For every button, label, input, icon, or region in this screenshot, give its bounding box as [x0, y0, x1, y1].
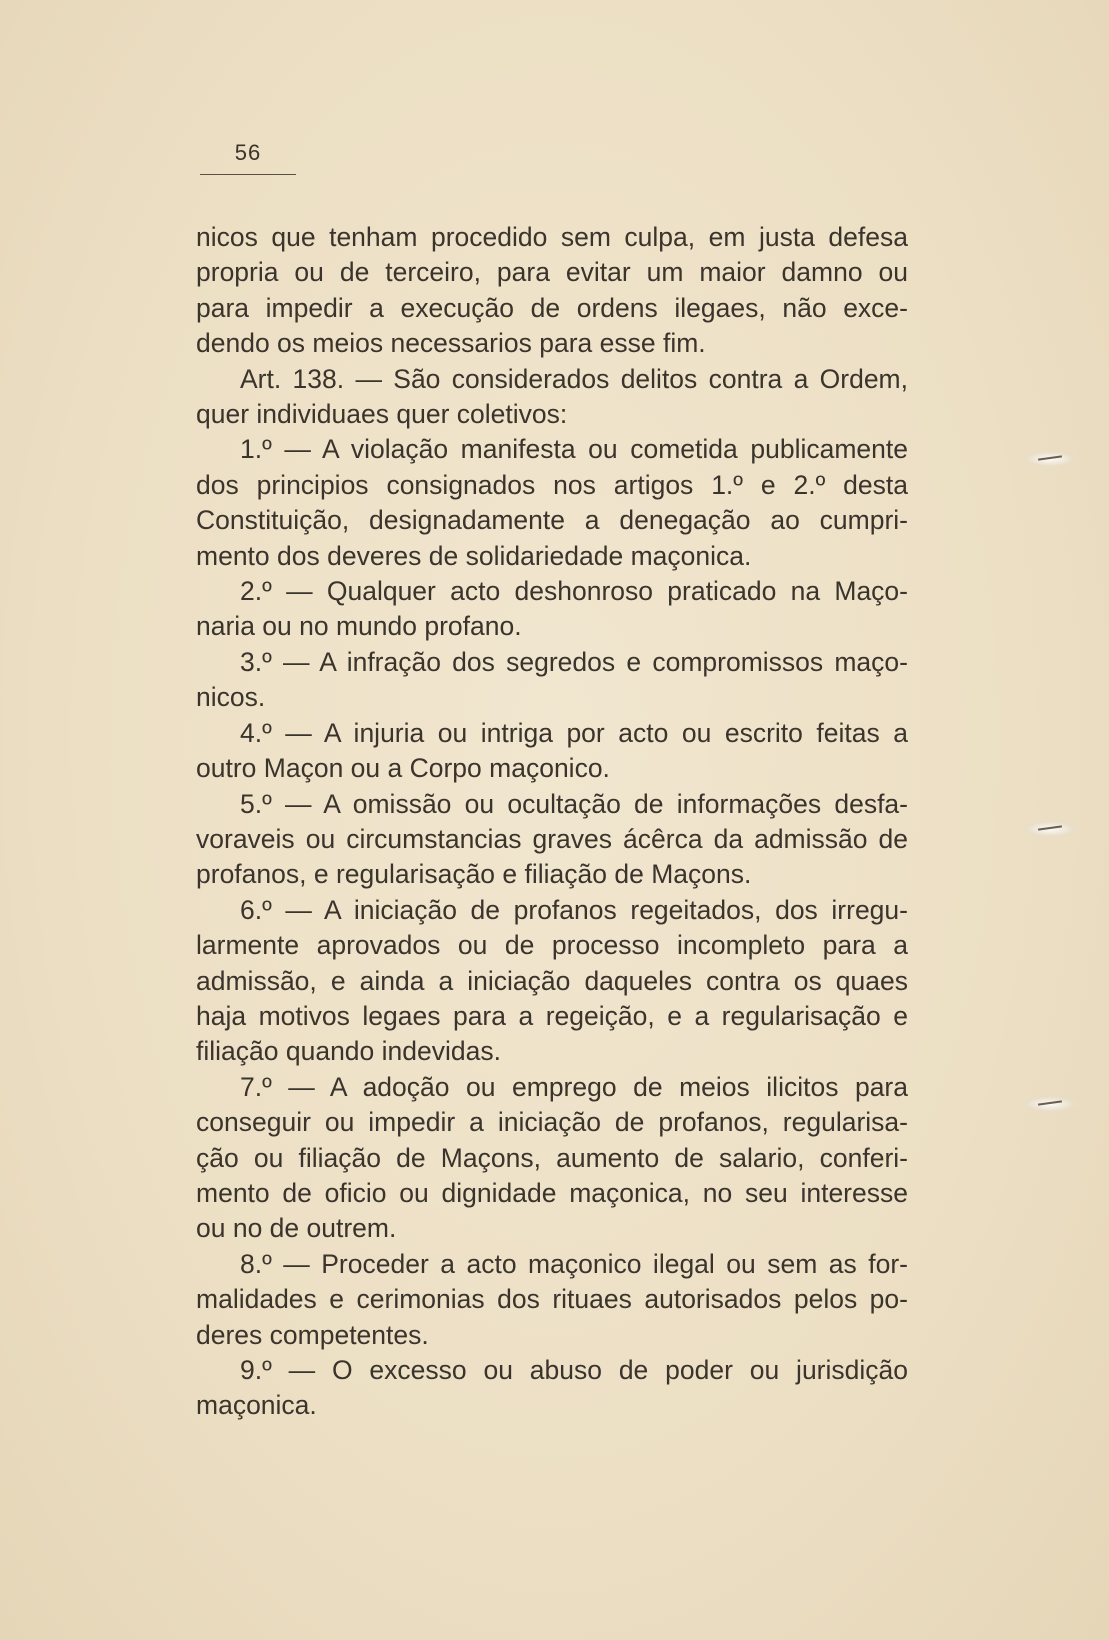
page-number-rule: [200, 174, 296, 175]
text-line: naria ou no mundo profano.: [196, 611, 522, 642]
page-fold-mark: [1020, 450, 1080, 468]
text-line: deres competentes.: [196, 1319, 429, 1350]
text-line: profanos, e regularisação e filiação de Maçons.: [196, 859, 752, 890]
text-line: maçonica.: [196, 1390, 317, 1421]
text-line: quer individuaes quer coletivos:: [196, 399, 568, 430]
list-item-8: 8.º — Proceder a acto maçonico ilegal ou sem as for-: [240, 1248, 908, 1279]
text-line: propria ou de terceiro, para evitar um maior damno ou: [196, 257, 908, 288]
text-line: mento de oficio ou dignidade maçonica, no seu interesse: [196, 1177, 908, 1208]
list-item-4: 4.º — A injuria ou intriga por acto ou escrito feitas a: [240, 717, 908, 748]
list-item-3: 3.º — A infração dos segredos e compromissos maço-: [240, 646, 908, 677]
list-item-5: 5.º — A omissão ou ocultação de informações desfa-: [240, 788, 908, 819]
page-fold-mark: [1020, 820, 1080, 838]
list-item-7: 7.º — A adoção ou emprego de meios ilicitos para: [240, 1071, 908, 1102]
list-item-9: 9.º — O excesso ou abuso de poder ou jurisdição: [240, 1355, 908, 1385]
text-line: mento dos deveres de solidariedade maçonica.: [196, 540, 752, 571]
text-line: larmente aprovados ou de processo incompleto para a: [196, 930, 908, 961]
text-line: ou no de outrem.: [196, 1213, 397, 1244]
text-line: Constituição, designadamente a denegação ao cumpri-: [196, 505, 908, 536]
text-line: ção ou filiação de Maçons, aumento de salario, conferi-: [196, 1142, 908, 1173]
text-line: malidades e cerimonias dos rituaes autorisados pelos po-: [196, 1284, 908, 1315]
page-number: 56: [234, 140, 262, 165]
text-line: conseguir ou impedir a iniciação de profanos, regularisa-: [196, 1107, 908, 1138]
page-fold-mark: [1020, 1095, 1080, 1113]
list-item-6: 6.º — A iniciação de profanos regeitados, dos irregu-: [240, 894, 908, 925]
text-line: nicos.: [196, 682, 266, 713]
body-text: [196, 220, 908, 1424]
text-line: admissão, e ainda a iniciação daqueles contra os quaes: [196, 965, 908, 996]
text-line: dos principios consignados nos artigos 1.º e 2.º desta: [196, 469, 908, 500]
text-line: nicos que tenham procedido sem culpa, em justa defesa: [196, 222, 908, 252]
article-heading: Art. 138. — São considerados delitos contra a Ordem,: [240, 363, 908, 394]
text-line: dendo os meios necessarios para esse fim.: [196, 328, 706, 359]
text-line: para impedir a execução de ordens ilegaes, não exce-: [196, 292, 908, 323]
text-line: voraveis ou circumstancias graves ácêrca da admissão de: [196, 823, 908, 854]
text-line: filiação quando indevidas.: [196, 1036, 501, 1067]
text-line: outro Maçon ou a Corpo maçonico.: [196, 753, 610, 784]
text-line: haja motivos legaes para a regeição, e a regularisação e: [196, 1000, 908, 1031]
list-item-1: 1.º — A violação manifesta ou cometida publicamente: [240, 434, 908, 465]
list-item-2: 2.º — Qualquer acto deshonroso praticado na Maço-: [240, 576, 908, 607]
